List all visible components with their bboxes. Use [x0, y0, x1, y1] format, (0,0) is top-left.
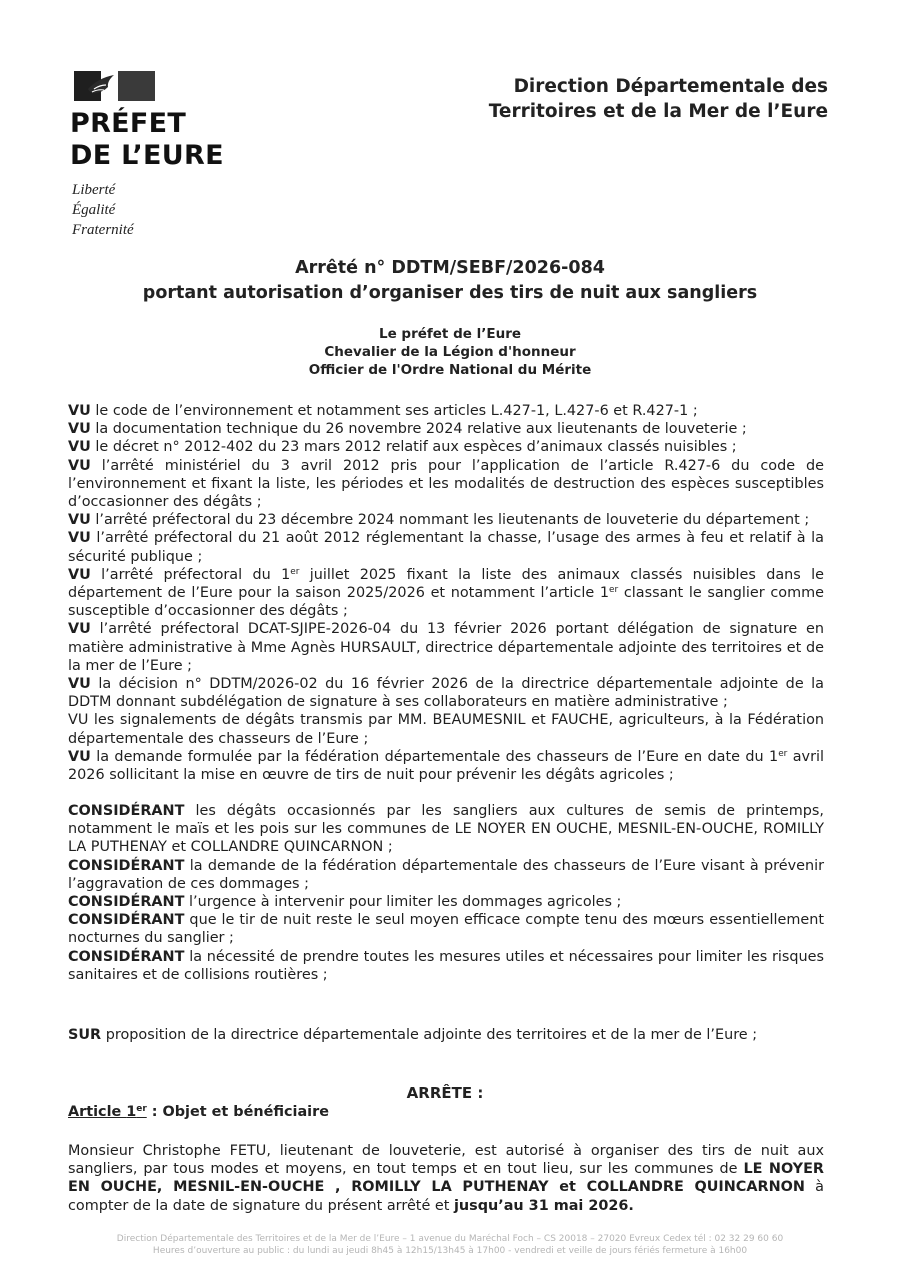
- visa-item-text: la documentation technique du 26 novembre 2024 relative aux lieutenants de louveterie ;: [90, 421, 747, 438]
- footer-hours: Heures d’ouverture au public : du lundi au jeudi 8h45 à 12h15/13h45 à 17h00 - vendredi et veille de jours fériés fermeture à 16h00: [152, 1246, 748, 1256]
- marianne-logo: [74, 71, 156, 101]
- considerant-keyword: CONSIDÉRANT: [68, 912, 185, 929]
- visa-item-text: le décret n° 2012-402 du 23 mars 2012 relatif aux espèces d’animaux classés nuisibles ;: [90, 439, 737, 456]
- visa-item-text: l’arrêté préfectoral DCAT-SJIPE-2026-04 du 13 février 2026 portant délégation de signature en matière administrative à Mme Agnès HURSAULT, directrice départementale adjointe des territoires et de la mer de l’Eure ;: [68, 621, 824, 674]
- considerant-item-text: la nécessité de prendre toutes les mesures utiles et nécessaires pour limiter les risques sanitaires et de collisions routières ;: [68, 948, 824, 983]
- visa-keyword: VU: [68, 566, 91, 583]
- article-1-body: [68, 1142, 824, 1215]
- visa-keyword: VU: [68, 512, 91, 529]
- sur-text: proposition de la directrice départementale adjointe des territoires et de la mer de l’Eure ;: [101, 1027, 758, 1043]
- article-1-communes: LE NOYER EN OUCHE, MESNIL-EN-OUCHE , ROMILLY LA PUTHENAY et COLLANDRE QUINCARNON: [68, 1161, 824, 1196]
- visa-keyword: VU: [68, 621, 91, 638]
- title-line1: Arrêté n° DDTM/SEBF/2026-084: [295, 258, 605, 278]
- article-1-title: : Objet et bénéficiaire: [146, 1104, 329, 1120]
- visa-keyword: VU: [68, 676, 91, 693]
- visa-item-text: la décision n° DDTM/2026-02 du 16 février 2026 de la directrice départementale adjointe de la DDTM donnant subdélégation de signature à ses collaborateurs en matière administrative ;: [68, 676, 824, 711]
- motto-egalite: Égalité: [72, 202, 116, 218]
- visa-item: [68, 402, 824, 420]
- direction-line2: Territoires et de la Mer de l’Eure: [488, 101, 828, 122]
- visa-item-text: la demande formulée par la fédération départementale des chasseurs de l’Eure en date du 1er avril 2026 sollicitant la mise en œuvre de tirs de nuit pour prévenir les dégâts agricoles ;: [68, 748, 824, 784]
- visa-item-text: VU les signalements de dégâts transmis par MM. BEAUMESNIL et FAUCHE, agriculteurs, à la Fédération départementale des chasseurs de l’Eure ;: [68, 712, 824, 747]
- visa-item: [68, 620, 824, 675]
- prefet-identity: [70, 325, 830, 379]
- prefet-title-line1: PRÉFET: [70, 108, 187, 139]
- visa-item: [68, 438, 824, 456]
- considerant-keyword: CONSIDÉRANT: [68, 803, 185, 819]
- visa-item-text: le code de l’environnement et notamment ses articles L.427-1, L.427-6 et R.427-1 ;: [90, 403, 698, 419]
- visa-item: [68, 748, 824, 784]
- visa-keyword: VU: [68, 421, 91, 438]
- visa-item: [68, 711, 824, 747]
- prefet-identity-line: Officier de l'Ordre National du Mérite: [308, 362, 592, 378]
- visa-keyword: VU: [68, 748, 91, 765]
- footer-address: Direction Départementale des Territoires et de la Mer de l’Eure – 1 avenue du Maréchal Foch – CS 20018 – 27020 Evreux Cedex tél : 02 32 29 60 60: [116, 1234, 784, 1244]
- visa-item-text: l’arrêté préfectoral du 23 décembre 2024 nommant les lieutenants de louveterie du département ;: [90, 512, 810, 529]
- page-footer: [40, 1233, 860, 1257]
- visa-item: [68, 566, 824, 621]
- considerants-list: [68, 802, 824, 984]
- motto-liberte: Liberté: [72, 182, 116, 198]
- article-1-heading: [68, 1104, 329, 1120]
- considerant-item: [68, 857, 824, 893]
- considerant-keyword: CONSIDÉRANT: [68, 857, 185, 874]
- prefet-identity-line: Le préfet de l’Eure: [378, 326, 522, 342]
- considerant-item: [68, 911, 824, 947]
- visa-item: [68, 457, 824, 512]
- visa-item: [68, 420, 824, 438]
- considerant-keyword: CONSIDÉRANT: [68, 948, 185, 965]
- visa-keyword: VU: [68, 403, 91, 419]
- title-line2: portant autorisation d’organiser des tirs de nuit aux sangliers: [142, 283, 758, 303]
- prefet-title: [70, 108, 290, 172]
- visa-keyword: VU: [68, 439, 91, 456]
- direction-line1: Direction Départementale des: [513, 76, 828, 97]
- visa-item-text: l’arrêté préfectoral du 21 août 2012 réglementant la chasse, l’usage des armes à feu et relatif à la sécurité publique ;: [68, 530, 824, 565]
- visa-item-text: l’arrêté préfectoral du 1er juillet 2025 fixant la liste des animaux classés nuisibles dans le département de l’Eure pour la saison 2025/2026 et notamment l’article 1er classant le sanglier comme susceptible d’occasionner des dégâts ;: [68, 566, 824, 620]
- document-title: [70, 256, 830, 306]
- considerant-item-text: la demande de la fédération départementale des chasseurs de l’Eure visant à prévenir l’aggravation de ces dommages ;: [68, 857, 824, 892]
- visa-keyword: VU: [68, 530, 91, 547]
- arrete-heading: ARRÊTE :: [406, 1084, 484, 1102]
- considerant-keyword: CONSIDÉRANT: [68, 894, 185, 911]
- visa-item-text: l’arrêté ministériel du 3 avril 2012 pris pour l’application de l’article R.427-6 du code de l’environnement et fixant la liste, les périodes et les modalités de destruction des espèces susceptibles d’occasionner des dégâts ;: [68, 457, 824, 511]
- sur-proposition: [68, 1026, 824, 1044]
- considerant-item: [68, 948, 824, 984]
- article-1-body-mid: à compter de la date de signature du présent arrêté et: [68, 1179, 824, 1214]
- considerant-item: [68, 893, 824, 911]
- issuing-direction: [408, 74, 828, 124]
- article-1-body-start: Monsieur Christophe FETU, lieutenant de louveterie, est autorisé à organiser des tirs de nuit aux sangliers, par tous modes et moyens, en tout temps et en tout lieu, sur les communes de: [68, 1143, 824, 1178]
- republic-motto: [72, 180, 134, 240]
- prefet-title-line2: DE L’EURE: [70, 140, 224, 171]
- visa-item: [68, 529, 824, 565]
- visa-item: [68, 675, 824, 711]
- considerant-item-text: que le tir de nuit reste le seul moyen efficace compte tenu des mœurs essentiellement nocturnes du sanglier ;: [68, 912, 824, 947]
- motto-fraternite: Fraternité: [72, 222, 134, 238]
- visa-item: [68, 511, 824, 529]
- prefet-identity-line: Chevalier de la Légion d'honneur: [324, 344, 576, 360]
- article-1-end-date: jusqu’au 31 mai 2026.: [453, 1197, 634, 1214]
- visa-keyword: VU: [68, 457, 91, 474]
- sur-keyword: SUR: [68, 1027, 102, 1043]
- considerant-item-text: l’urgence à intervenir pour limiter les dommages agricoles ;: [184, 894, 622, 911]
- article-1-label: Article 1er: [68, 1104, 147, 1120]
- considerant-item-text: les dégâts occasionnés par les sangliers aux cultures de semis de printemps, notamment le maïs et les pois sur les communes de LE NOYER EN OUCHE, MESNIL-EN-OUCHE, ROMILLY LA PUTHENAY et COLLANDRE QUINCARNON ;: [68, 803, 824, 856]
- visas-list: [68, 402, 824, 784]
- considerant-item: [68, 802, 824, 857]
